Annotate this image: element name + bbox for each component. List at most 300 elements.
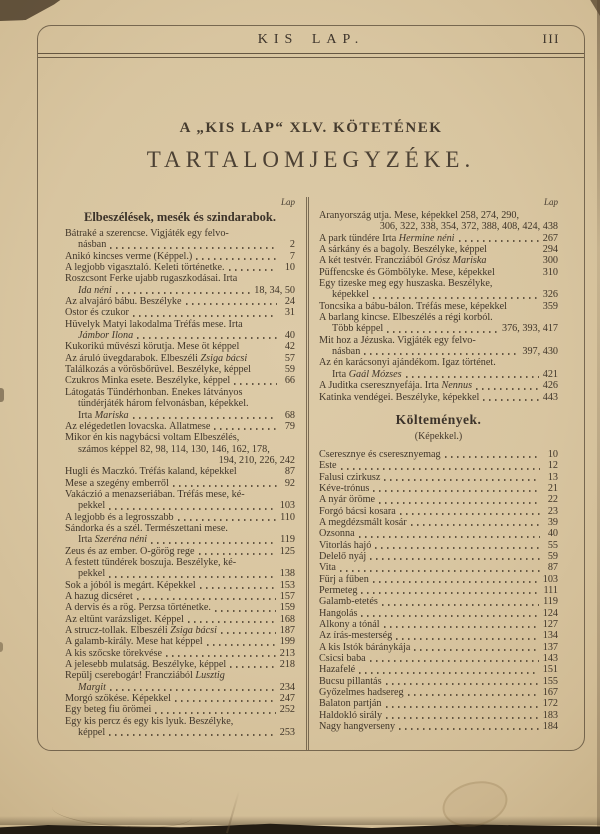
toc-line xyxy=(319,369,558,380)
dot-leader xyxy=(483,399,538,401)
entry-title: Haldokló sirály xyxy=(319,709,383,721)
entry-page-number: 124 xyxy=(542,607,558,619)
toc-entry xyxy=(319,653,558,664)
toc-entry xyxy=(319,278,558,301)
toc-line xyxy=(319,585,558,596)
lap-column-label: Lap xyxy=(280,197,295,207)
dot-leader xyxy=(375,547,540,549)
entry-page-number: 310 xyxy=(542,266,558,278)
entry-page-number: 22 xyxy=(547,494,558,506)
toc-line xyxy=(319,323,558,334)
toc-line xyxy=(65,704,295,715)
paper-edge-nick xyxy=(0,388,4,402)
toc-line xyxy=(319,653,558,664)
toc-entry xyxy=(65,693,295,704)
entry-page-number: 2 xyxy=(289,239,295,251)
dot-leader xyxy=(373,581,539,583)
entry-title: 194, 210, 226, 242 xyxy=(218,454,295,466)
double-rule xyxy=(38,53,584,58)
toc-line xyxy=(65,625,295,636)
toc-entry xyxy=(65,489,295,512)
entry-page-number: 79 xyxy=(284,420,295,432)
dot-leader xyxy=(155,712,275,714)
toc-line xyxy=(65,307,295,318)
dot-leader xyxy=(459,240,539,242)
entry-title: Cseresznye és cseresznyemag xyxy=(319,448,441,460)
toc-line xyxy=(65,591,295,602)
toc-column-right xyxy=(309,197,584,750)
entry-page-number: 184 xyxy=(542,721,558,733)
entry-title: A festett tündérek boszuja. Beszélyke, ké- xyxy=(65,556,237,568)
dot-leader xyxy=(399,728,539,730)
entry-title: Ozsonna xyxy=(319,528,355,540)
toc-line xyxy=(65,239,295,250)
entry-page-number: 68 xyxy=(284,409,295,421)
dot-leader xyxy=(361,615,538,617)
entry-page-number: 157 xyxy=(279,591,295,602)
entry-page-number: 159 xyxy=(279,602,295,614)
toc-line xyxy=(319,574,558,585)
toc-line xyxy=(319,483,558,494)
entry-page-number: 59 xyxy=(284,364,295,376)
dot-leader xyxy=(151,542,276,544)
entry-page-number: 40 xyxy=(547,528,558,540)
entry-title: 306, 322, 338, 354, 372, 388, 408, 424, 438 xyxy=(379,221,558,233)
toc-line xyxy=(319,312,558,323)
toc-line xyxy=(65,478,295,489)
toc-entry xyxy=(319,460,558,471)
entry-title: Az elégedetlen lovacska. Állatmese xyxy=(65,420,211,432)
toc-line xyxy=(65,455,295,466)
entry-page-number: 294 xyxy=(542,244,558,256)
toc-line xyxy=(65,444,295,455)
toc-entry xyxy=(65,375,295,386)
toc-entry xyxy=(65,228,295,251)
entry-title: Ida néni xyxy=(78,284,112,296)
entry-page-number: 39 xyxy=(547,516,558,528)
section-title-poems: Költemények. xyxy=(395,411,482,427)
entry-title: Több képpel xyxy=(332,323,384,335)
entry-title: A kis szőcske törekvése xyxy=(65,647,163,659)
entry-page-number: 111 xyxy=(543,584,558,596)
toc-line xyxy=(319,642,558,653)
dot-leader xyxy=(341,468,540,470)
toc-line xyxy=(65,523,295,534)
right-entries xyxy=(319,210,558,403)
toc-line xyxy=(319,460,558,471)
toc-entry xyxy=(319,721,558,732)
entry-title: Bucsu pillantás xyxy=(319,675,382,687)
dot-leader xyxy=(133,315,277,317)
toc-line xyxy=(65,557,295,568)
entry-title: Az alvajáró bábu. Beszélyke xyxy=(65,296,182,308)
toc-entry xyxy=(65,341,295,352)
entry-title: Vakáczió a menazseriában. Tréfás mese, ké- xyxy=(65,488,245,500)
entry-page-number: 31 xyxy=(284,307,295,319)
dot-leader xyxy=(196,258,277,260)
toc-entry xyxy=(319,619,558,630)
toc-line xyxy=(319,267,558,278)
toc-entry xyxy=(319,562,558,573)
entry-page-number: 13 xyxy=(547,471,558,483)
dot-leader xyxy=(173,485,277,487)
entry-title: Irta Mariska xyxy=(78,409,129,421)
dot-leader xyxy=(133,417,277,419)
toc-line xyxy=(319,392,558,403)
entry-title: Balaton partján xyxy=(319,698,382,710)
dot-leader xyxy=(221,632,276,634)
entry-page-number: 153 xyxy=(279,579,295,591)
entry-title: Margit xyxy=(78,681,106,693)
toc-line xyxy=(319,289,558,300)
dot-leader xyxy=(175,700,276,702)
toc-entry xyxy=(65,387,295,421)
entry-page-number: 21 xyxy=(547,482,558,494)
toc-entry xyxy=(319,506,558,517)
entry-page-number: 252 xyxy=(279,704,295,716)
entry-page-number: 110 xyxy=(280,511,295,523)
toc-entry xyxy=(65,273,295,296)
entry-page-number: 57 xyxy=(284,352,295,364)
entry-title: Este xyxy=(319,460,337,472)
dot-leader xyxy=(340,570,540,572)
entry-title: Látogatás Tündérhonban. Énekes látványos xyxy=(65,386,243,398)
entry-title: Mese a szegény emberről xyxy=(65,477,169,489)
entry-page-number: 10 xyxy=(547,448,558,460)
entry-title: Csicsi baba xyxy=(319,653,366,665)
toc-line xyxy=(319,630,558,641)
entry-page-number: 125 xyxy=(279,545,295,557)
toc-entry xyxy=(65,512,295,523)
left-entries xyxy=(65,228,295,738)
entry-title: Mikor én kis nagybácsi voltam Elbeszélés, xyxy=(65,432,240,444)
toc-line xyxy=(319,255,558,266)
toc-line xyxy=(319,540,558,551)
toc-entry xyxy=(319,449,558,460)
entry-title: A dervis és a rög. Perzsa történetke. xyxy=(65,602,211,614)
toc-entry xyxy=(319,676,558,687)
dot-leader xyxy=(414,649,538,651)
entry-title: A galamb-király. Mese hat képpel xyxy=(65,636,203,648)
toc-entry xyxy=(319,710,558,721)
toc-line xyxy=(319,233,558,244)
entry-title: Hugli és Maczkó. Tréfás kaland, képekkel xyxy=(65,466,237,478)
dot-leader xyxy=(476,388,539,390)
toc-entry xyxy=(319,233,558,244)
entry-page-number: 103 xyxy=(279,500,295,512)
dot-leader xyxy=(386,717,539,719)
entry-title: Katinka vendégei. Beszélyke, képekkel xyxy=(319,391,480,403)
dot-leader xyxy=(387,331,498,333)
entry-title: násban xyxy=(332,346,361,358)
dot-leader xyxy=(445,456,540,458)
folio-page-number: III xyxy=(542,31,560,46)
toc-entry xyxy=(319,528,558,539)
dot-leader xyxy=(109,576,276,578)
toc-line xyxy=(65,421,295,432)
toc-entry xyxy=(319,392,558,403)
entry-title: pekkel xyxy=(78,568,106,580)
entry-title: násban xyxy=(78,239,107,251)
toc-entry xyxy=(65,591,295,602)
dot-leader xyxy=(229,269,277,271)
dot-leader xyxy=(109,508,276,510)
toc-entry xyxy=(319,357,558,380)
toc-line xyxy=(65,285,295,296)
entry-title: Egy kis percz és egy kis lyuk. Beszélyke, xyxy=(65,715,234,727)
toc-entry xyxy=(319,574,558,585)
entry-title: A legjobb vigasztaló. Keleti történetke. xyxy=(65,262,225,274)
entry-title: A megdézsmált kosár xyxy=(319,516,407,528)
entry-title: A sárkány és a bagoly. Beszélyke, képpel xyxy=(319,244,487,256)
entry-title: Galamb-etetés xyxy=(319,596,378,608)
dot-leader xyxy=(200,587,276,589)
toc-line xyxy=(319,494,558,505)
entry-page-number: 183 xyxy=(542,709,558,721)
entry-title: Roszcsont Ferke ujabb rugaszkodásai. Irta xyxy=(65,273,238,285)
toc-line xyxy=(65,466,295,477)
entry-title: Anikó kincses verme (Képpel.) xyxy=(65,250,193,262)
entry-page-number: 12 xyxy=(547,460,558,472)
entry-title: Mit hoz a Jézuska. Vigjáték egy felvo- xyxy=(319,334,476,346)
toc-entry xyxy=(65,648,295,659)
dot-leader xyxy=(386,706,539,708)
entry-page-number: 103 xyxy=(542,573,558,585)
toc-entry xyxy=(319,596,558,607)
toc-entry xyxy=(319,472,558,483)
section-title-stories: Elbeszélések, mesék és szindarabok. xyxy=(83,210,276,224)
dot-leader xyxy=(359,672,539,674)
toc-line xyxy=(319,506,558,517)
toc-entry xyxy=(319,664,558,675)
toc-entry xyxy=(65,580,295,591)
dot-leader xyxy=(396,638,538,640)
entry-title: képekkel xyxy=(332,289,369,301)
toc-entry xyxy=(319,642,558,653)
toc-line xyxy=(65,500,295,511)
dot-leader xyxy=(359,536,540,538)
entry-page-number: 23 xyxy=(547,505,558,517)
toc-line xyxy=(65,716,295,727)
entry-page-number: 376, 393, 417 xyxy=(501,323,558,335)
masthead xyxy=(38,26,584,53)
toc-entry xyxy=(319,698,558,709)
entry-title: Az áruló üvegdarabok. Elbeszéli Zsiga bácsi xyxy=(65,352,248,364)
entry-title: Jámbor Ilona xyxy=(78,330,134,342)
printed-page-frame xyxy=(37,25,585,751)
toc-line xyxy=(65,319,295,330)
entry-title: Czukros Minka esete. Beszélyke, képpel xyxy=(65,375,231,387)
entry-page-number: 40 xyxy=(284,330,295,342)
entry-title: Hangolás xyxy=(319,607,358,619)
dot-leader xyxy=(199,553,276,555)
toc-entry xyxy=(319,244,558,255)
toc-line xyxy=(319,664,558,675)
entry-title: A két testvér. Francziából Grósz Mariska xyxy=(319,255,487,267)
toc-entry xyxy=(319,267,558,278)
toc-line xyxy=(319,596,558,607)
toc-entry xyxy=(319,687,558,698)
entry-page-number: 234 xyxy=(279,681,295,693)
toc-entry xyxy=(65,636,295,647)
toc-line xyxy=(65,489,295,500)
toc-line xyxy=(319,619,558,630)
toc-line xyxy=(319,346,558,357)
toc-entry xyxy=(65,466,295,477)
dot-leader xyxy=(406,376,539,378)
toc-entry xyxy=(65,251,295,262)
entry-page-number: 87 xyxy=(284,466,295,478)
entry-title: számos képpel 82, 98, 114, 130, 146, 162, 178, xyxy=(78,443,270,455)
entry-title: Zeus és az ember. Ó-görög rege xyxy=(65,545,195,557)
toc-column-left xyxy=(38,197,309,750)
toc-entry xyxy=(65,716,295,739)
toc-line xyxy=(65,636,295,647)
toc-line xyxy=(65,512,295,523)
toc-entry xyxy=(65,659,295,670)
entry-title: A barlang kincse. Elbeszélés a régi korból. xyxy=(319,312,493,324)
entry-page-number: 247 xyxy=(279,693,295,705)
dot-leader xyxy=(370,558,540,560)
toc-line xyxy=(65,330,295,341)
toc-line xyxy=(319,562,558,573)
dot-leader xyxy=(215,610,276,612)
toc-line xyxy=(319,687,558,698)
dot-leader xyxy=(188,621,276,623)
entry-title: Alkony a tónál xyxy=(319,619,380,630)
toc-columns xyxy=(38,197,584,750)
lap-column-label: Lap xyxy=(543,197,558,207)
toc-entry xyxy=(65,625,295,636)
toc-line xyxy=(65,670,295,681)
toc-entry xyxy=(319,585,558,596)
toc-entry xyxy=(65,614,295,625)
entry-title: Hazafelé xyxy=(319,664,356,676)
dot-leader xyxy=(373,297,539,299)
toc-line xyxy=(65,251,295,262)
entry-title: Találkozás a vörösbőrüvel. Beszélyke, képpel xyxy=(65,364,251,376)
entry-title: Kukorikú művészi körutja. Mese öt képpel xyxy=(65,341,240,353)
toc-line xyxy=(319,335,558,346)
entry-title: Egy beteg fiu örömei xyxy=(65,704,152,716)
entry-page-number: 213 xyxy=(279,647,295,659)
dot-leader xyxy=(384,479,540,481)
toc-line xyxy=(65,410,295,421)
toc-entry xyxy=(319,551,558,562)
dot-leader xyxy=(373,490,540,492)
toc-line xyxy=(65,659,295,670)
entry-title: Sándorka és a szél. Természettani mese. xyxy=(65,522,228,534)
entry-page-number: 300 xyxy=(542,255,558,267)
contents-title: TARTALOMJEGYZÉKE. xyxy=(146,147,476,172)
entry-title: A legjobb és a legrosszabb xyxy=(65,511,174,523)
toc-entry xyxy=(65,296,295,307)
entry-title: Az én karácsonyi ajándékom. Igaz történet. xyxy=(319,357,496,369)
toc-entry xyxy=(319,630,558,641)
journal-title: KIS LAP. xyxy=(257,31,365,47)
entry-page-number: 92 xyxy=(284,477,295,489)
entry-title: Nagy hangverseny xyxy=(319,721,396,733)
entry-title: Aranyország utja. Mese, képekkel 258, 274, 290, xyxy=(319,210,520,221)
toc-line xyxy=(65,273,295,284)
dot-leader xyxy=(109,734,276,736)
toc-line xyxy=(319,210,558,221)
toc-line xyxy=(65,228,295,239)
entry-page-number: 138 xyxy=(279,568,295,580)
entry-title: Hüvelyk Matyi lakodalma Tréfás mese. Irta xyxy=(65,318,243,330)
toc-line xyxy=(65,432,295,443)
entry-page-number: 134 xyxy=(542,630,558,642)
entry-page-number: 199 xyxy=(279,636,295,648)
dot-leader xyxy=(379,502,540,504)
entry-page-number: 253 xyxy=(279,727,295,739)
toc-entry xyxy=(319,380,558,391)
dot-leader xyxy=(400,513,540,515)
dot-leader xyxy=(386,683,539,685)
entry-title: Egy tizeske meg egy huszaska. Beszélyke, xyxy=(319,278,493,290)
toc-line xyxy=(319,357,558,368)
entry-page-number: 7 xyxy=(289,250,295,262)
toc-line xyxy=(65,568,295,579)
entry-page-number: 267 xyxy=(542,232,558,244)
toc-line xyxy=(319,221,558,232)
dot-leader xyxy=(186,303,277,305)
entry-title: Győzelmes hadsereg xyxy=(319,687,404,699)
entry-page-number: 397, 430 xyxy=(522,346,558,358)
toc-line xyxy=(319,517,558,528)
toc-line xyxy=(65,375,295,386)
toc-entry xyxy=(65,421,295,432)
toc-entry xyxy=(65,478,295,489)
dot-leader xyxy=(178,519,276,521)
entry-title: Toncsika a bábu-bálon. Tréfás mese, képekkel xyxy=(319,300,507,312)
toc-entry xyxy=(65,670,295,693)
toc-entry xyxy=(319,540,558,551)
toc-entry xyxy=(319,494,558,505)
toc-entry xyxy=(65,353,295,364)
dot-leader xyxy=(370,660,539,662)
toc-entry xyxy=(65,319,295,342)
entry-title: A hazug dicséret xyxy=(65,591,133,602)
toc-line xyxy=(319,710,558,721)
dot-leader xyxy=(411,524,540,526)
toc-line xyxy=(65,398,295,409)
entry-title: Delelő nyáj xyxy=(319,550,367,562)
entry-page-number: 167 xyxy=(542,687,558,699)
entry-title: Az eltünt varázsliget. Képpel xyxy=(65,613,184,625)
dot-leader xyxy=(137,337,277,339)
toc-line xyxy=(65,580,295,591)
entry-title: A kis Istók báránykája xyxy=(319,641,411,653)
dot-leader xyxy=(166,655,276,657)
toc-line xyxy=(65,353,295,364)
entry-title: Püffencske és Gömbölyke. Mese, képekkel xyxy=(319,266,495,278)
entry-page-number: 155 xyxy=(542,675,558,687)
entry-title: Kéve-trónus xyxy=(319,482,370,494)
entry-page-number: 127 xyxy=(542,619,558,630)
toc-line xyxy=(65,387,295,398)
dot-leader xyxy=(116,292,251,294)
toc-entry xyxy=(65,602,295,613)
toc-entry xyxy=(65,432,295,466)
dot-leader xyxy=(361,592,539,594)
toc-line xyxy=(319,698,558,709)
entry-page-number: 119 xyxy=(543,596,558,608)
entry-title: Falusi czirkusz xyxy=(319,471,381,483)
dot-leader xyxy=(230,666,275,668)
dot-leader xyxy=(408,694,539,696)
entry-title: Vitorlás hajó xyxy=(319,539,372,551)
